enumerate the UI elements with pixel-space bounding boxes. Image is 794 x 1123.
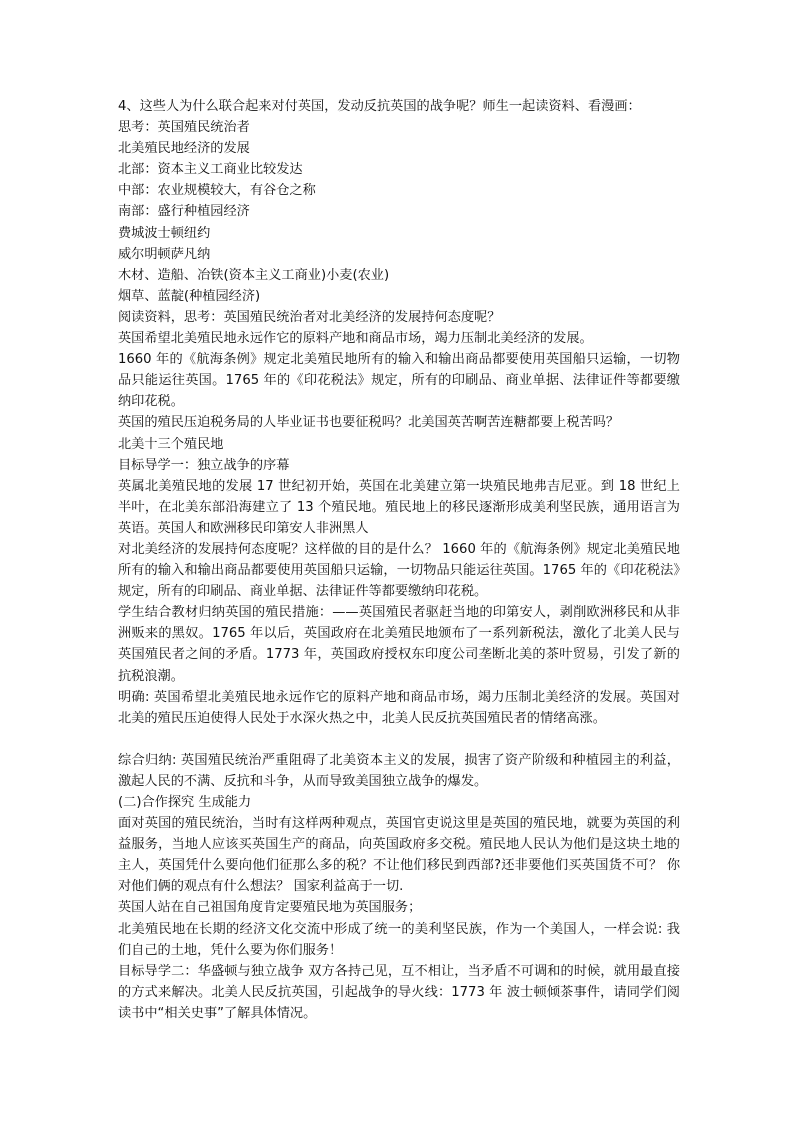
colonies-heading: 北美十三个殖民地 [118,436,224,452]
views-paragraph: 面对英国的殖民统治，当时有这样两种观点，英国官吏说这里是英国的殖民地，就要为英国的利益服务，当地人应该买英国生产的商品，向英国政府多交税。殖民地人民认为他们是这块土地的主人，英国凭什么要向他们征那么多的税？不让他们移民到西部?还非要他们买英国货不可？ 你对他们俩的观点有什么想法？ 国家利益高于一切. [118,816,681,895]
section-2-heading: (二)合作探究 生成能力 [118,795,252,810]
south-line: 南部：盛行种植园经济 [118,204,250,220]
question-line: 4、这些人为什么联合起来对付英国，发动反抗英国的战争呢？师生一起读资料、看漫画： [118,99,641,114]
products-line: 烟草、蓝靛(种植园经济) [118,288,261,304]
acts-paragraph: 1660 年的《航海条例》规定北美殖民地所有的输入和输出商品都要使用英国船只运输，一切物品只能运往英国。1765 年的《印花税法》规定，所有的印刷品、商业单据、法律证件等都要缴纳印花税。 [118,352,680,410]
north-line: 北部：资本主义工商业比较发达 [118,162,303,178]
cities-line: 费城波士顿纽约 [118,225,211,241]
cities-line: 威尔明顿萨凡纳 [118,246,211,262]
british-view-line: 英国人站在自己祖国角度肯定要殖民地为英国服务； [118,900,422,916]
products-line: 木材、造船、冶铁(资本主义工商业)小麦(农业) [118,267,390,283]
answer-line: 英国希望北美殖民地永远作它的原料产地和商品市场，竭力压制北美经济的发展。 [118,331,593,347]
measures-paragraph: 学生结合教材归纳英国的殖民措施：——英国殖民者驱赶当地的印第安人，剥削欧洲移民和从非洲贩来的黑奴。1765 年以后，英国政府在北美殖民地颁布了一系列新税法，激化了北美人民与英国殖民者之间的矛盾。1773 年，英国政府授权东印度公司垄断北美的茶叶贸易，引发了新的抗税浪潮。 [118,605,680,684]
tax-question: 英国的殖民压迫税务局的人毕业证书也要征税吗？北美国英苦啊苦连糖都要上税苦吗？ [118,415,620,431]
blank-line [118,729,680,750]
reading-question: 阅读资料，思考：英国殖民统治者对北美经济的发展持何态度呢？ [118,309,501,325]
attitude-paragraph: 对北美经济的发展持何态度呢？这样做的目的是什么？ 1660 年的《航海条例》规定北美殖民地所有的输入和输出商品都要使用英国船只运输，一切物品只能运往英国。1765 年的《印花税法》规定，所有的印刷品、商业单据、法律证件等都要缴纳印花税。 [118,541,680,600]
clarify-paragraph: 明确: 英国希望北美殖民地永远作它的原料产地和商品市场，竭力压制北美经济的发展。英国对北美的殖民压迫使得人民处于水深火热之中，北美人民反抗英国殖民者的情绪高涨。 [118,689,680,726]
colonies-paragraph: 英属北美殖民地的发展 17 世纪初开始，英国在北美建立第一块殖民地弗吉尼亚。到 18 世纪上半叶，在北美东部沿海建立了 13 个殖民地。殖民地上的移民逐渐形成美利坚民族，通用语言为英语。英国人和欧洲移民印第安人非洲黑人 [118,478,680,536]
document-page [118,96,680,1024]
middle-line: 中部：农业规模较大，有谷仓之称 [118,183,316,199]
american-view-paragraph: 北美殖民地在长期的经济文化交流中形成了统一的美利坚民族，作为一个美国人，一样会说: 我们自己的土地，凭什么要为你们服务！ [118,921,680,958]
think-line: 思考：英国殖民统治者 [118,120,250,136]
summary-paragraph: 综合归纳: 英国殖民统治严重阻碍了北美资本主义的发展，损害了资产阶级和种植园主的利益，激起人民的不满、反抗和斗争，从而导致美国独立战争的爆发。 [118,752,680,789]
section-heading: 北美殖民地经济的发展 [118,141,250,157]
goal-2-paragraph: 目标导学二：华盛顿与独立战争 双方各持己见，互不相让，当矛盾不可调和的时候，就用最直接的方式来解决。北美人民反抗英国，引起战争的导火线：1773 年 波士顿倾茶事件，请同学们阅读书中“相关史事”了解具体情况。 [118,963,680,1021]
goal-heading-1: 目标导学一：独立战争的序幕 [118,457,290,473]
